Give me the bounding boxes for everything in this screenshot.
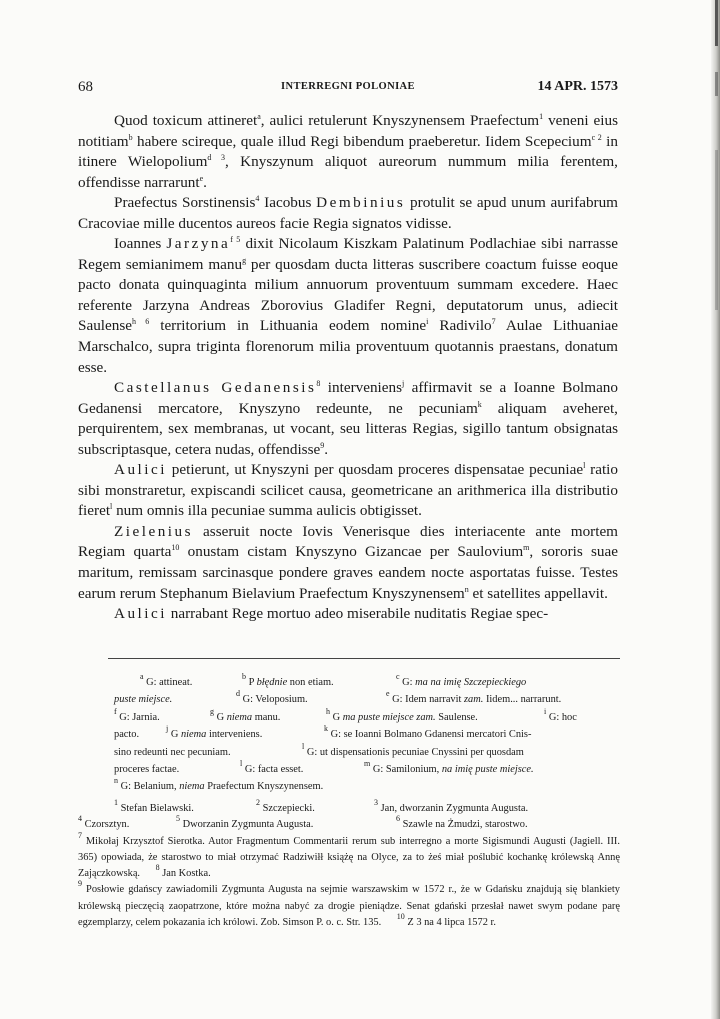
apparatus-line: proceres factae.$^l$ G: facta esset.$^m$ G: Samilonium, na imię puste miejsce. [114,759,534,776]
paragraph: Aulici narrabant Rege mortuo adeo miserabile nuditatis Regiae spec- [114,605,549,623]
edge-dark-mark [715,72,718,96]
header-date: 14 APR. 1573 [537,79,618,94]
spaced-name: Castellanus Gedanensis [114,379,317,397]
footnote-line: $^1$ Stefan Bielawski.$^2$ Szczepiecki.$^3$ Jan, dworzanin Zygmunta Augusta. [114,798,529,814]
apparatus-line: pacto.$^j$ G niema interveniens.$^k$ G: se Ioanni Bolmano Gdanensi mercatori Cnis- [114,724,532,741]
page-number: 68 [78,79,93,95]
apparatus-line: sino redeunti nec pecuniam.$^l$ G: ut dispensationis pecuniae Cnyssini per quosdam [114,741,524,758]
footnote-line: $^4$ Czorsztyn.$^5$ Dworzanin Zygmunta Augusta.$^6$ Szawle na Żmudzi, starostwo. [78,814,528,831]
spaced-name: Zielenius [114,522,194,540]
apparatus-line: $^a$ G: attineat.$^b$ P błędnie non etiam.$^c$ G: ma na imię Szczepieckiego [140,672,527,688]
book-edge-shadow [711,0,720,1019]
paragraph: Praefectus Sorstinensis$^4$ Iacobus Dembinius protulit se apud unum aurifabrum Cracoviae mille ducentos aureos facie Regia signatos vidisse. [78,194,618,232]
apparatus-line: puste miejsce.$^d$ G: Veloposium.$^e$ G: Idem narravit zam. Iidem... narrarunt. [114,689,562,706]
footnote-paragraph: $^9$ Posłowie gdańscy zawiadomili Zygmunta Augusta na sejmie warszawskim w 1572 r., że w Gdańsku znajdują się blankiety królewską pieczęcią zaopatrzone, które można nabyć za drogie pieniądze. Senat gdański przesłał nawet swym podane parę egzemplarzy, celem pokazania ich królowi. Zob. Simson P. o. c. Str. 135. $^{10}$ Z 3 na 4 lipca 1572 r. [78,879,620,929]
running-header [78,79,618,97]
spaced-name: Dembinius [316,194,406,212]
paragraph: Quod toxicum attineret$^a$, aulici retulerunt Knyszynensem Praefectum$^1$ veneni eius notitiam$^b$ habere scireque, quale illud Regi bibendum praeberetur. Iidem Scepecium$^{c 2}$ in itinere Wielopolium$^{d 3}$, Knyszynum aliquot aureorum nummum milia ferentem, offendisse narrarunt$^e$. [78,112,618,191]
spaced-name: Jarzyna [166,235,231,253]
running-title: INTERREGNI POLONIAE [281,81,415,92]
spaced-name: Aulici [114,461,167,479]
footnote-divider [108,658,620,659]
critical-apparatus [114,674,620,796]
editorial-footnotes [78,798,620,931]
paragraph: Aulici petierunt, ut Knyszyni per quosdam proceres dispensatae pecuniae$^l$ ratio sibi monstraretur, expiscandi scilicet causa, geometricane an arithmerica illa distributio fieret$^l$ num omnis illa pecuniae summa aulicis obtigisset. [78,461,618,520]
apparatus-line: $^f$ G: Jarnia.$^g$ G niema manu.$^h$ G ma puste miejsce zam. Saulense.$^i$ G: hoc [114,706,577,723]
spaced-name: Aulici [114,605,167,623]
paragraph: Zielenius asseruit nocte Iovis Venerisque dies interiacente ante mortem Regiam quarta$^{10}$ onustam cistam Knyszyno Gizancae per Saulovium$^m$, sororis suae maritum, remissam sarcinasque pondere graves eandem nocte asportatas fuisse. Testes earum rerum Stephanum Bielavium Praefectum Knyszynensem$^n$ et satellites appellavit. [78,522,618,602]
edge-dark-mark [715,150,718,310]
paragraph: Ioannes Jarzyna$^{f 5}$ dixit Nicolaum Kiszkam Palatinum Podlachiae sibi narrasse Regem semianimem manu$^g$ per quosdam ducta litteras suscribere coactum fuisse eoque pacto donata quinquaginta milium annuorum proventuum summam excedere. Haec referente Jarzyna Andreas Zborovius Gladifer Regni, deputatorum unus, adiecit Saulense$^{h 6}$ territorium in Lithuania eodem nomine$^i$ Radivilo$^7$ Aulae Lithuaniae Marschalco, supra triginta florenorum milia proventuum quotannis praestans, donatum esse. [78,235,619,376]
footnote-paragraph: $^7$ Mikołaj Krzysztof Sierotka. Autor Fragmentum Commentarii rerum sub interregno a morte Sigismundi Augusti (Jagiell. III. 365) opowiada, że starostwo to miał otrzymać Radziwiłł książę na Olyce, za to żeś miał poślubić kochankę królewską Annę Zajączkowską. $^8$ Jan Kostka. [78,830,620,880]
apparatus-line: $^n$ G: Belanium, niema Praefectum Knyszynensem. [114,776,324,793]
edge-dark-mark [715,0,718,46]
main-text [78,111,618,625]
paragraph: Castellanus Gedanensis$^8$ interveniens$^j$ affirmavit se a Ioanne Bolmano Gedanensi mercatore, Knyszyno redeunte, ne pecuniam$^k$ aliquam aveheret, perquirentem, sex membranas, ut vocant, seu litteras Regias, sigillo tantum obsignatas subscriptasque, cetera nudas, offendisse$^9$. [78,379,618,458]
